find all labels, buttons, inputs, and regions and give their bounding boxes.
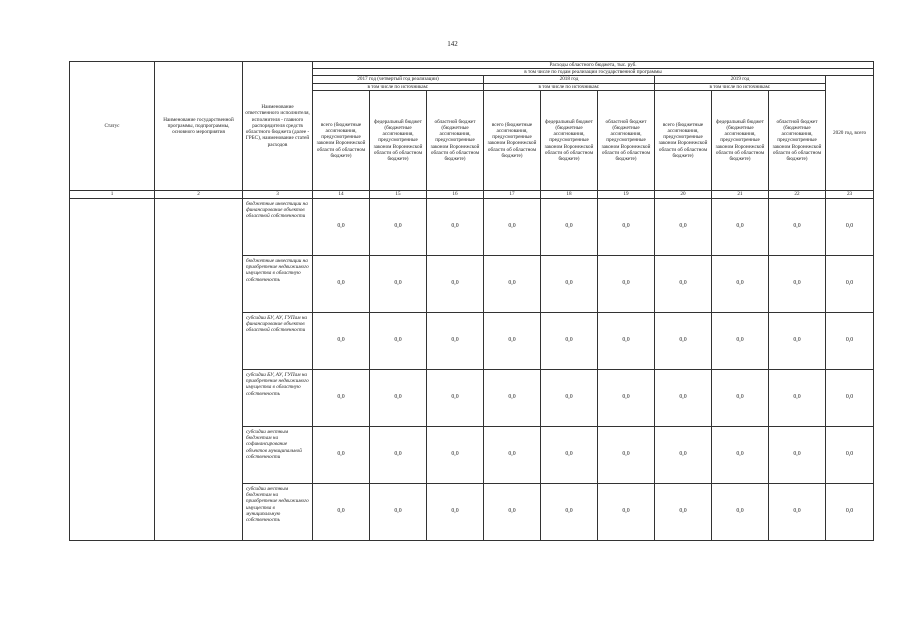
value-cell: 0,0 [826,255,874,312]
value-cell: 0,0 [370,255,427,312]
header-sources-2018: в том числе по источникам: [484,83,655,90]
value-cell: 0,0 [484,312,541,369]
header-status: Статус [70,62,155,191]
header-program: Наименование государственной программы, подпрограммы, основного мероприятия [155,62,243,191]
value-cell: 0,0 [655,255,712,312]
value-cell: 0,0 [598,369,655,426]
value-cell: 0,0 [313,483,370,540]
value-cell: 0,0 [655,369,712,426]
value-cell: 0,0 [712,312,769,369]
value-cell: 0,0 [370,198,427,255]
column-number: 21 [712,190,769,198]
value-cell: 0,0 [370,483,427,540]
column-number: 14 [313,190,370,198]
value-cell: 0,0 [370,312,427,369]
value-cell: 0,0 [598,426,655,483]
value-cell: 0,0 [427,426,484,483]
value-cell: 0,0 [769,312,826,369]
value-cell: 0,0 [712,369,769,426]
value-cell: 0,0 [484,426,541,483]
expense-item-label: субсидии местным бюджетам на софинансирование объектов муниципальной собственности [243,426,313,483]
value-cell: 0,0 [655,312,712,369]
header-federal-2018: федеральный бюджет (бюджетные ассигнования, предусмотренные законом Воронежской области об областном бюджете) [541,90,598,190]
column-number: 15 [370,190,427,198]
header-expenses: Расходы областного бюджета, тыс. руб. [313,62,874,69]
expense-item-label: бюджетные инвестиции на финансирование объектов областной собственности [243,198,313,255]
value-cell: 0,0 [769,426,826,483]
table-row [70,198,874,255]
column-number: 17 [484,190,541,198]
value-cell: 0,0 [826,369,874,426]
expense-item-label: субсидии местным бюджетам на приобретение недвижимого имущества в муниципальную собственность [243,483,313,540]
header-year-2019: 2019 год [655,76,826,83]
header-executor: Наименование ответственного исполнителя, исполнителя - главного распорядителя средств областного бюджета (далее - ГРБС), наименование статей расходов [243,62,313,191]
value-cell: 0,0 [769,255,826,312]
value-cell: 0,0 [826,426,874,483]
value-cell: 0,0 [313,369,370,426]
value-cell: 0,0 [541,198,598,255]
value-cell: 0,0 [313,312,370,369]
value-cell: 0,0 [598,312,655,369]
expense-item-label: бюджетные инвестиции на приобретение недвижимого имущества в областную собственность [243,255,313,312]
value-cell: 0,0 [427,483,484,540]
program-cell [155,198,243,540]
value-cell: 0,0 [541,426,598,483]
value-cell: 0,0 [769,369,826,426]
value-cell: 0,0 [598,255,655,312]
budget-table [69,61,874,541]
column-number: 19 [598,190,655,198]
column-number: 3 [243,190,313,198]
column-number: 23 [826,190,874,198]
value-cell: 0,0 [313,426,370,483]
column-number-row [70,190,874,198]
column-number: 2 [155,190,243,198]
value-cell: 0,0 [712,198,769,255]
value-cell: 0,0 [712,255,769,312]
value-cell: 0,0 [484,369,541,426]
header-regional-2017: областной бюджет (бюджетные ассигнования, предусмотренные законом Воронежской области об областном бюджете) [427,90,484,190]
value-cell: 0,0 [826,312,874,369]
header-total-2019: всего (бюджетные ассигнования, предусмотренные законом Воронежской области об областном бюджете) [655,90,712,190]
status-cell [70,198,155,540]
value-cell: 0,0 [427,369,484,426]
value-cell: 0,0 [370,369,427,426]
value-cell: 0,0 [598,198,655,255]
value-cell: 0,0 [541,369,598,426]
header-total-2017: всего (бюджетные ассигнования, предусмотренные законом Воронежской области об областном бюджете) [313,90,370,190]
page-number: 142 [447,40,458,48]
value-cell: 0,0 [826,198,874,255]
value-cell: 0,0 [541,483,598,540]
value-cell: 0,0 [541,255,598,312]
value-cell: 0,0 [712,426,769,483]
expense-item-label: субсидии БУ, АУ, ГУПам на финансирование объектов областной собственности [243,312,313,369]
expense-item-label: субсидии БУ, АУ, ГУПам на приобретение недвижимого имущества в областную собственность [243,369,313,426]
value-cell: 0,0 [427,255,484,312]
value-cell: 0,0 [769,198,826,255]
value-cell: 0,0 [313,198,370,255]
header-regional-2019: областной бюджет (бюджетные ассигнования, предусмотренные законом Воронежской области об областном бюджете) [769,90,826,190]
header-year-2018: 2018 год [484,76,655,83]
header-federal-2017: федеральный бюджет (бюджетные ассигнования, предусмотренные законом Воронежской области об областном бюджете) [370,90,427,190]
value-cell: 0,0 [598,483,655,540]
column-number: 20 [655,190,712,198]
value-cell: 0,0 [712,483,769,540]
header-total-2018: всего (бюджетные ассигнования, предусмотренные законом Воронежской области об областном бюджете) [484,90,541,190]
value-cell: 0,0 [484,255,541,312]
value-cell: 0,0 [826,483,874,540]
header-federal-2019: федеральный бюджет (бюджетные ассигнования, предусмотренные законом Воронежской области об областном бюджете) [712,90,769,190]
header-sources-2017: в том числе по источникам: [313,83,484,90]
value-cell: 0,0 [427,312,484,369]
value-cell: 0,0 [427,198,484,255]
value-cell: 0,0 [484,483,541,540]
value-cell: 0,0 [655,483,712,540]
header-sources-2019: в том числе по источникам: [655,83,826,90]
column-number: 22 [769,190,826,198]
header-regional-2018: областной бюджет (бюджетные ассигнования, предусмотренные законом Воронежской области об областном бюджете) [598,90,655,190]
column-number: 18 [541,190,598,198]
value-cell: 0,0 [769,483,826,540]
value-cell: 0,0 [484,198,541,255]
header-year-2020: 2020 год, всего [826,76,874,190]
value-cell: 0,0 [370,426,427,483]
value-cell: 0,0 [541,312,598,369]
header-by-years: в том числе по годам реализации государственной программы [313,69,874,76]
column-number: 1 [70,190,155,198]
value-cell: 0,0 [655,198,712,255]
column-number: 16 [427,190,484,198]
header-year-2017: 2017 год (четвертый год реализации) [313,76,484,83]
value-cell: 0,0 [655,426,712,483]
value-cell: 0,0 [313,255,370,312]
